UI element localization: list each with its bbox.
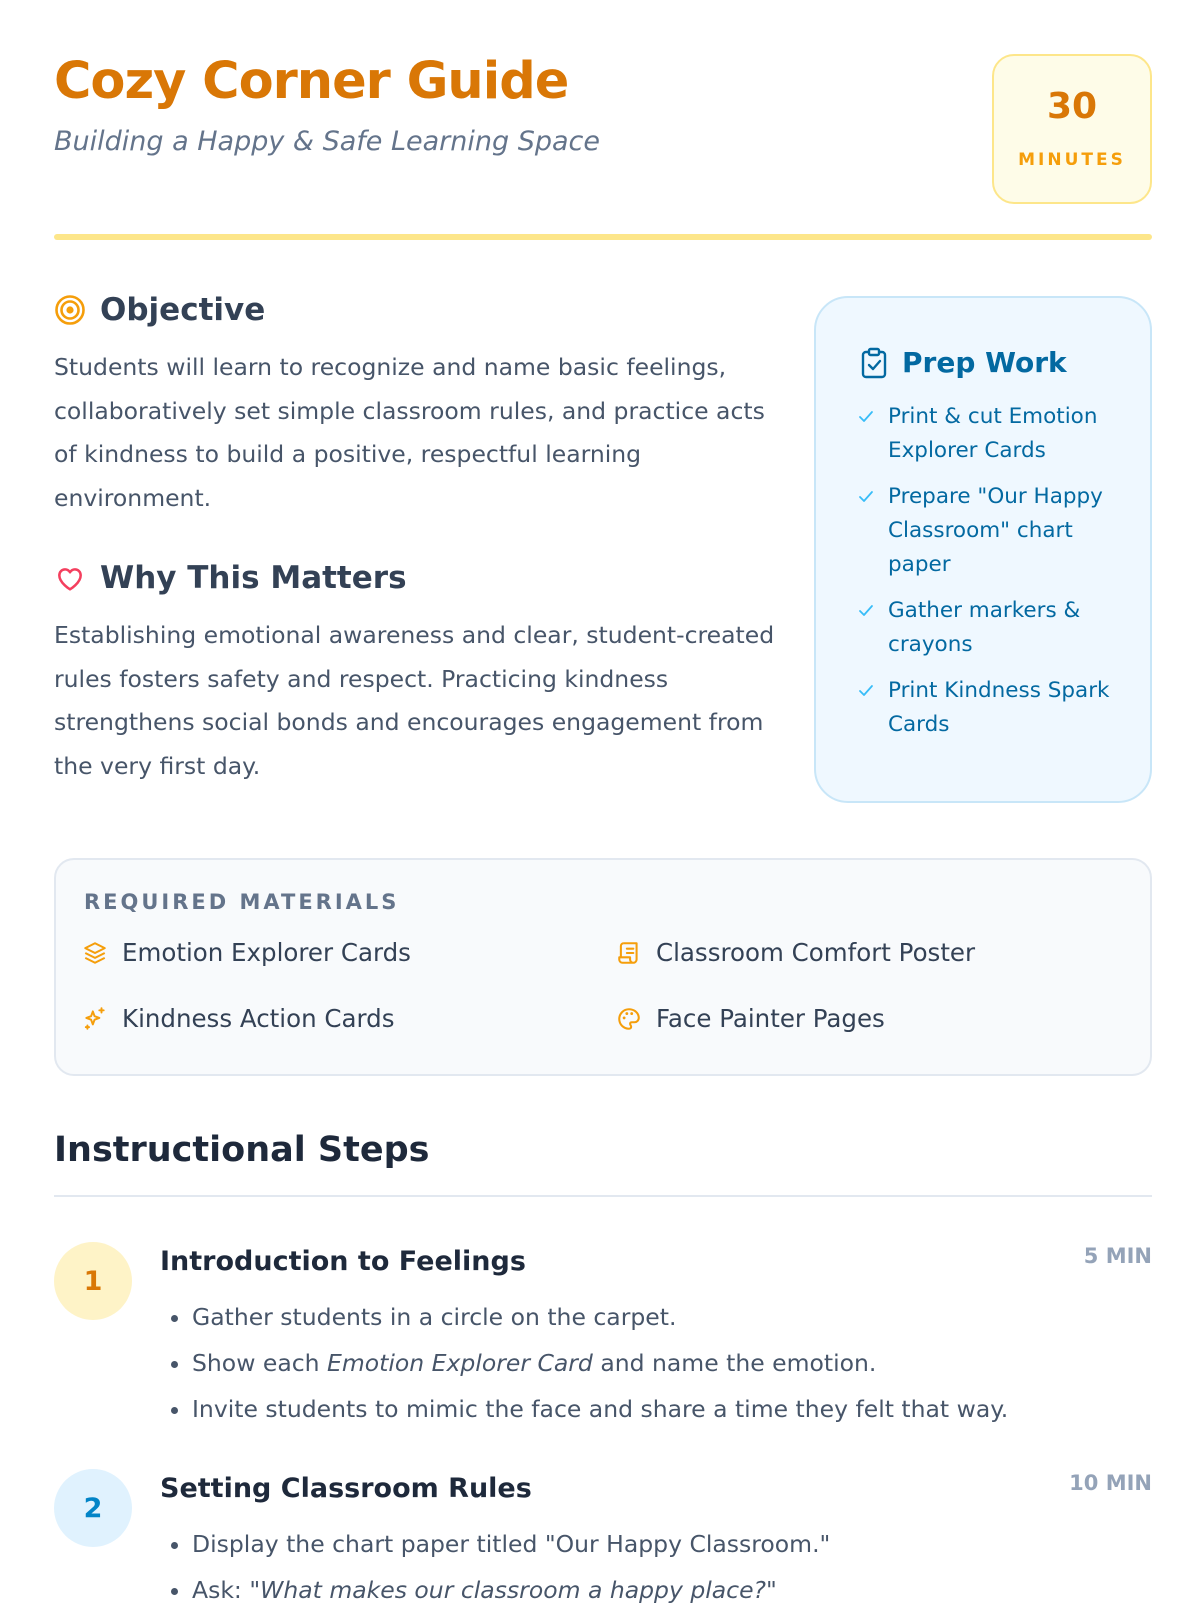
why-heading-row [54, 560, 407, 596]
check-icon [858, 684, 874, 698]
step-number-badge: 2 [54, 1469, 132, 1547]
layers-icon [82, 940, 108, 966]
material-name: Classroom Comfort Poster [656, 938, 976, 967]
steps-divider [54, 1195, 1152, 1197]
material-item [616, 1004, 885, 1033]
clipboard-check-icon [860, 347, 888, 379]
prep-item-text: Print & cut Emotion Explorer Cards [888, 404, 1098, 463]
check-icon [858, 490, 874, 504]
materials-label: REQUIRED MATERIALS [84, 890, 400, 914]
material-item [616, 938, 975, 967]
heart-icon [54, 562, 86, 594]
prep-item-text: Print Kindness Spark Cards [888, 678, 1110, 737]
step-title: Introduction to Feelings [160, 1246, 526, 1277]
bullet-emphasis: Emotion Explorer Card [327, 1349, 593, 1377]
step-title: Setting Classroom Rules [160, 1473, 532, 1504]
prep-item-text: Prepare "Our Happy Classroom" chart paper [888, 484, 1103, 577]
page-title: Cozy Corner Guide [54, 52, 569, 111]
lesson-page [54, 0, 1152, 1604]
target-icon [54, 294, 86, 326]
palette-icon [616, 1006, 642, 1032]
prep-item [858, 400, 1120, 468]
sparkles-icon [82, 1006, 108, 1032]
step-bullet [192, 1567, 1152, 1613]
objective-text: Students will learn to recognize and name basic feelings, collaboratively set simple classroom rules, and practice acts of kindness to build a positive, respectful learning environment. [54, 353, 765, 512]
check-icon [858, 604, 874, 618]
objective-heading: Objective [100, 292, 266, 328]
step-bullet: • Gather students in a circle on the carpet. [192, 1294, 1152, 1340]
bullet-text: Show each [192, 1349, 328, 1377]
step-number-badge: 1 [54, 1242, 132, 1320]
duration-unit: MINUTES [1018, 150, 1126, 170]
step-bullets [168, 1294, 1152, 1432]
step-duration: 5 MIN [1083, 1244, 1152, 1268]
prep-item-text: Gather markers & crayons [888, 598, 1081, 657]
material-name: Face Painter Pages [656, 1004, 885, 1033]
header-divider [54, 234, 1152, 240]
material-name: Kindness Action Cards [122, 1004, 395, 1033]
step-bullet [192, 1340, 1152, 1386]
why-text: Establishing emotional awareness and clear, student-created rules fosters safety and respect. Practicing kindness strengthens social bonds and encourages engagement from the very first day. [54, 621, 775, 780]
page-subtitle: Building a Happy & Safe Learning Space [54, 126, 600, 157]
check-icon [858, 410, 874, 424]
material-item [82, 1004, 394, 1033]
material-item [82, 938, 411, 967]
prep-work-card [814, 296, 1152, 803]
step-bullet: • Invite students to mimic the face and share a time they felt that way. [192, 1386, 1152, 1432]
objective-heading-row [54, 292, 265, 328]
duration-value: 30 [1046, 86, 1098, 127]
prep-heading: Prep Work [902, 346, 1067, 379]
step-bullet: • Display the chart paper titled "Our Happy Classroom." [192, 1521, 1152, 1567]
prep-item [858, 594, 1120, 662]
prep-list [858, 400, 1120, 754]
material-name: Emotion Explorer Cards [122, 938, 411, 967]
bullet-text: Ask: [192, 1576, 250, 1604]
prep-heading-row [860, 346, 1067, 379]
prep-item [858, 674, 1120, 742]
duration-badge [992, 54, 1152, 204]
step-bullets [168, 1521, 1152, 1613]
step-duration: 10 MIN [1069, 1471, 1152, 1495]
bullet-text: and name the emotion. [592, 1349, 877, 1377]
scroll-icon [616, 940, 642, 966]
why-heading: Why This Matters [100, 560, 407, 596]
bullet-emphasis: "What makes our classroom a happy place?" [249, 1576, 777, 1604]
steps-heading: Instructional Steps [54, 1130, 430, 1170]
materials-panel [54, 858, 1152, 1076]
prep-item [858, 480, 1120, 582]
